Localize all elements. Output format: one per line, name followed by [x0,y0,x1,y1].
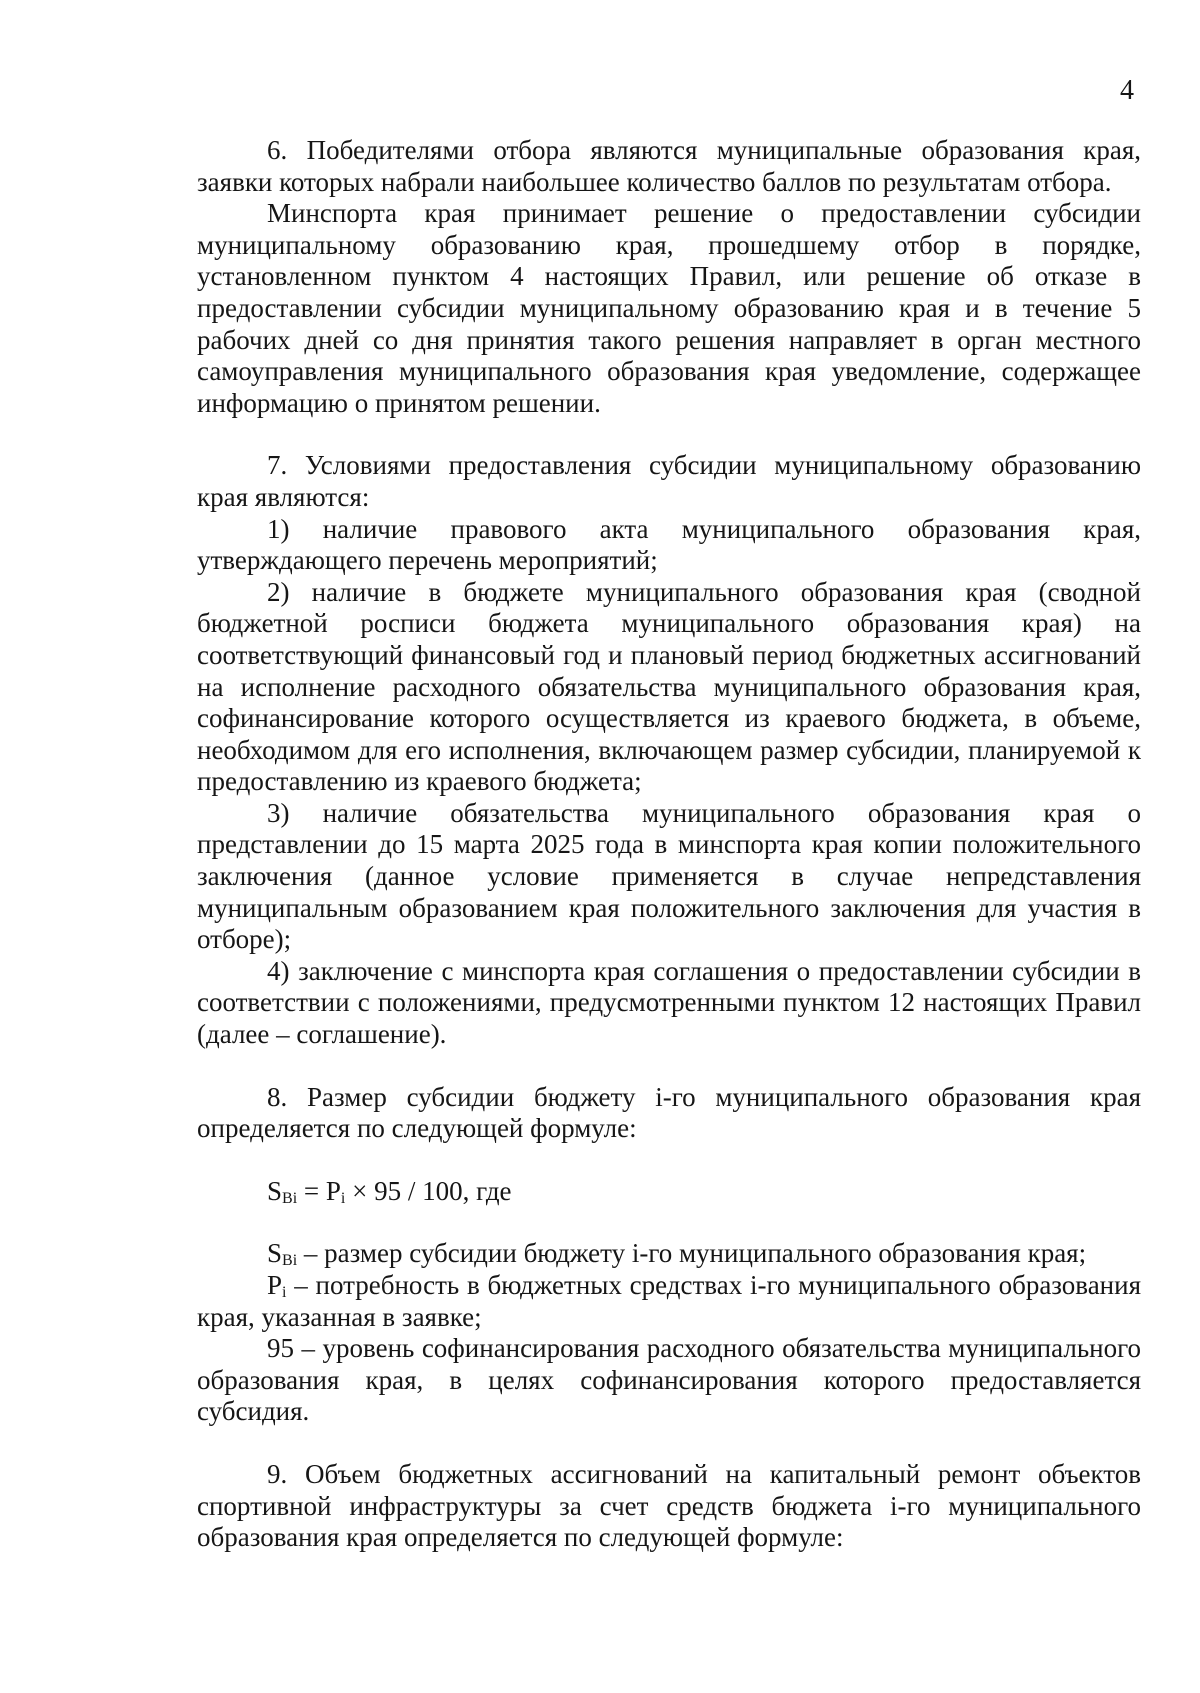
section-6-paragraph-2: Минспорта края принимает решение о предоставлении субсидии муниципальному образованию края, прошедшему отбор в порядке, установленном пунктом 4 настоящих Правил, или решение об отказе в предоставлении субсидии муниципальному образованию края и в течение 5 рабочих дней со дня принятия такого решения направляет в орган местного самоуправления муниципального образования края уведомление, содержащее информацию о принятом решении. [197,198,1141,418]
subsidy-formula [197,1176,1141,1208]
definition-s-text: – размер субсидии бюджету i-го муниципального образования края; [297,1238,1087,1269]
definition-p-symbol: P [267,1270,283,1300]
definition-p [197,1270,1141,1333]
definition-s [197,1238,1141,1270]
definition-95: 95 – уровень софинансирования расходного обязательства муниципального образования края, в целях софинансирования которого предоставляется субсидия. [197,1333,1141,1427]
section-7-intro: 7. Условиями предоставления субсидии муниципальному образованию края являются: [197,450,1141,512]
formula-end: × 95 / 100, где [345,1175,512,1206]
formula-p-subscript: i [340,1189,346,1207]
definition-p-text: – потребность в бюджетных средствах i-го муниципального образования края, указанная в заявке; [197,1270,1141,1332]
formula-s-subscript: Bi [282,1189,298,1207]
document-body [197,135,1141,1554]
definition-p-subscript: i [282,1284,287,1301]
section-7-item-4: 4) заключение с минспорта края соглашения о предоставлении субсидии в соответствии с положениями, предусмотренными пунктом 12 настоящих Правил (далее – соглашение). [197,955,1141,1050]
formula-middle: = P [297,1175,341,1206]
page-number: 4 [1120,75,1134,106]
section-9-intro: 9. Объем бюджетных ассигнований на капитальный ремонт объектов спортивной инфраструктуры за счет средств бюджета i-го муниципального образования края определяется по следующей формуле: [197,1458,1141,1553]
section-7-item-3: 3) наличие обязательства муниципального образования края о представлении до 15 марта 2025 года в минспорта края копии положительного заключения (данное условие применяется в случае непредставления муниципальным образованием края положительного заключения для участия в отборе); [197,797,1141,955]
formula-s-symbol: S [267,1175,283,1206]
section-7-item-1: 1) наличие правового акта муниципального образования края, утверждающего перечень мероприятий; [197,513,1141,576]
section-6-paragraph-1: 6. Победителями отбора являются муниципальные образования края, заявки которых набрали наибольшее количество баллов по результатам отбора. [197,135,1141,197]
section-7-item-2: 2) наличие в бюджете муниципального образования края (сводной бюджетной росписи бюджета муниципального образования края) на соответствующий финансовый год и плановый период бюджетных ассигнований на исполнение расходного обязательства муниципального образования края, софинансирование которого осуществляется из краевого бюджета, в объеме, необходимом для его исполнения, включающем размер субсидии, планируемой к предоставлению из краевого бюджета; [197,576,1141,797]
section-8-intro: 8. Размер субсидии бюджету i-го муниципального образования края определяется по следующей формуле: [197,1081,1141,1144]
definition-s-symbol: S [267,1238,283,1269]
definition-s-subscript: Bi [282,1252,298,1270]
